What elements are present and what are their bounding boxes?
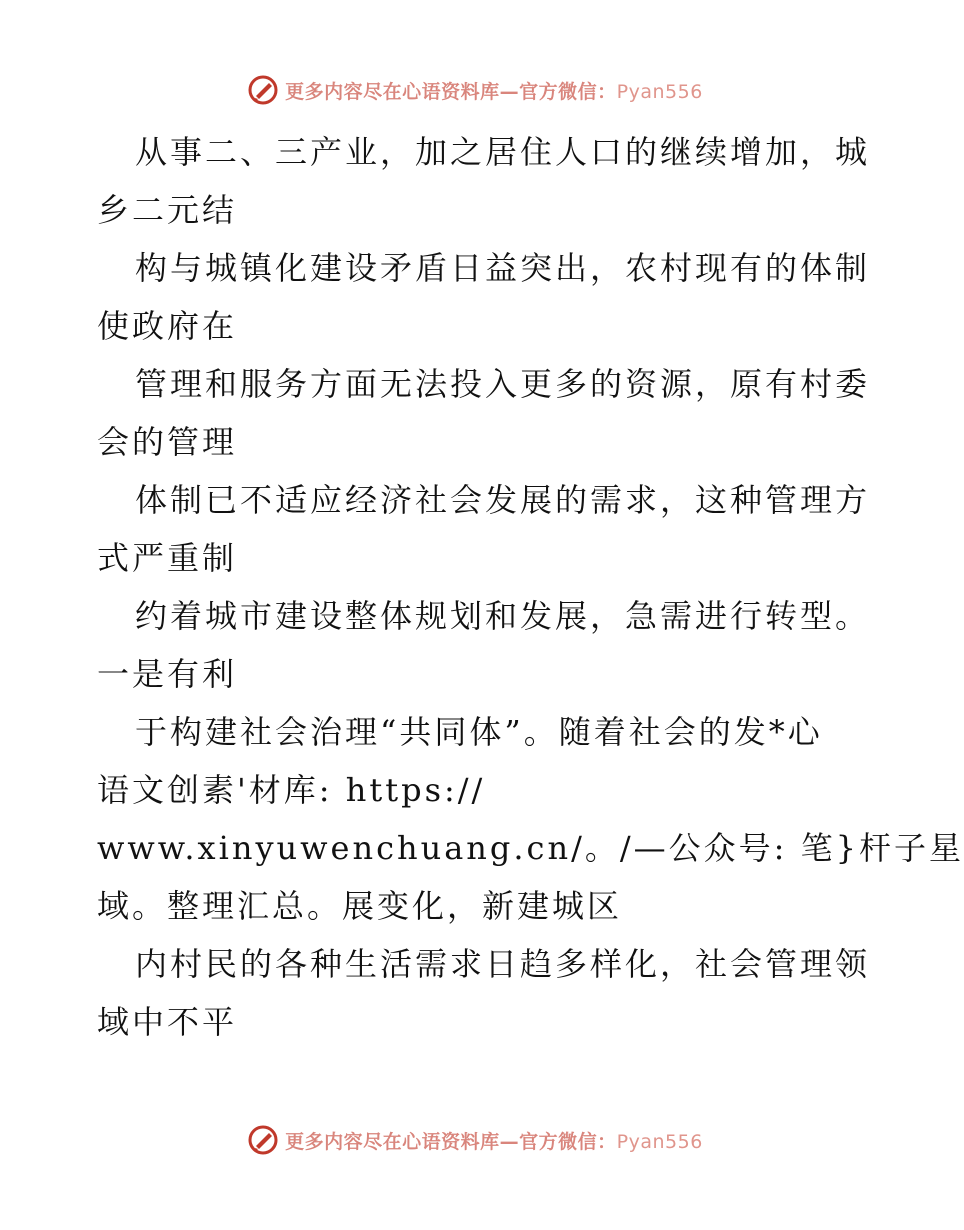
text-line: 乡二元结 — [97, 191, 238, 229]
text-line: 管理和服务方面无法投入更多的资源，原有村委 — [135, 365, 871, 403]
text-line: 式严重制 — [97, 539, 238, 577]
text-line: 一是有利 — [97, 655, 238, 693]
header-banner — [0, 70, 950, 110]
text-line: 域中不平 — [97, 1003, 238, 1041]
text-line: www.xinyuwenchuang.cn/。/—公众号: 笔}杆子星 — [97, 829, 964, 867]
text-line: 域。整理汇总。展变化，新建城区 — [97, 887, 623, 925]
footer-banner-text: 更多内容尽在心语资料库—官方微信：Pyan556 — [285, 1130, 703, 1153]
footer-wechat-handle: Pyan556 — [616, 1130, 703, 1153]
text-line: 语文创素'材库: https:// — [97, 771, 486, 809]
text-line: 内村民的各种生活需求日趋多样化，社会管理领 — [135, 945, 871, 983]
header-wechat-handle: Pyan556 — [616, 80, 703, 103]
text-line: 体制已不适应经济社会发展的需求，这种管理方 — [135, 481, 871, 519]
footer-banner — [0, 1120, 950, 1160]
text-line: 约着城市建设整体规划和发展，急需进行转型。 — [135, 597, 871, 635]
header-banner-text: 更多内容尽在心语资料库—官方微信：Pyan556 — [285, 80, 703, 103]
brand-logo-icon — [247, 74, 279, 106]
brand-logo-icon — [247, 1124, 279, 1156]
text-line: 构与城镇化建设矛盾日益突出，农村现有的体制 — [135, 249, 871, 287]
text-line: 从事二、三产业，加之居住人口的继续增加，城 — [135, 133, 871, 171]
text-line: 于构建社会治理“共同体”。随着社会的发*心 — [135, 713, 823, 751]
text-line: 使政府在 — [97, 307, 238, 345]
document-body — [97, 123, 964, 1051]
text-line: 会的管理 — [97, 423, 238, 461]
